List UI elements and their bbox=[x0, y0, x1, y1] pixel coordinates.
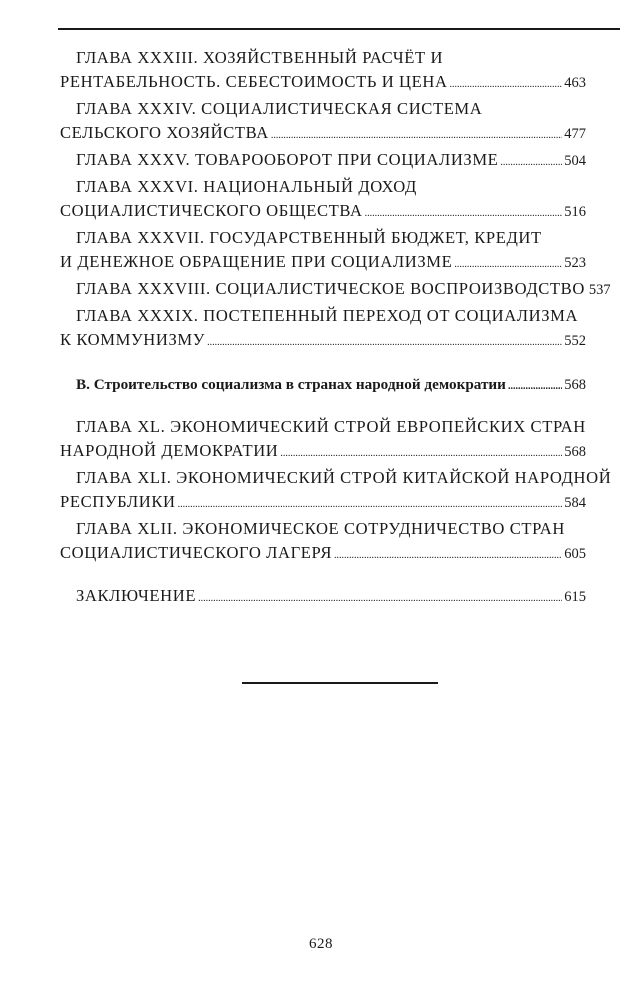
toc-entry-chapter-37[interactable] bbox=[60, 226, 586, 277]
entry-page-number: 463 bbox=[564, 75, 586, 91]
entry-page-number: 477 bbox=[564, 126, 586, 142]
entry-title-line: ГЛАВА XXXIV. СОЦИАЛИСТИЧЕСКАЯ СИСТЕМА bbox=[76, 99, 483, 118]
toc-entry-conclusion[interactable] bbox=[60, 584, 586, 611]
entry-page-number: 537 bbox=[588, 282, 611, 298]
entry-title-line: РЕСПУБЛИКИ bbox=[60, 492, 176, 511]
dot-leader bbox=[365, 202, 563, 226]
toc-entry-chapter-36[interactable] bbox=[60, 175, 586, 226]
entry-title-line: ГЛАВА XXXVI. НАЦИОНАЛЬНЫЙ ДОХОД bbox=[76, 177, 417, 196]
entry-title-line: СЕЛЬСКОГО ХОЗЯЙСТВА bbox=[60, 123, 269, 142]
toc-entry-chapter-42[interactable] bbox=[60, 517, 586, 568]
dot-leader bbox=[280, 442, 562, 466]
entry-title-line: РЕНТАБЕЛЬНОСТЬ. СЕБЕСТОИМОСТЬ И ЦЕНА bbox=[60, 72, 448, 91]
dot-leader bbox=[207, 331, 562, 355]
toc-entry-chapter-41[interactable] bbox=[60, 466, 612, 517]
top-rule bbox=[58, 28, 620, 30]
entry-page-number: 568 bbox=[564, 444, 586, 460]
entry-title-line: ГЛАВА XXXIII. ХОЗЯЙСТВЕННЫЙ РАСЧЁТ И bbox=[76, 48, 444, 67]
toc-entry-chapter-35[interactable] bbox=[60, 148, 586, 175]
entry-page-number: 516 bbox=[564, 204, 586, 220]
entry-title-line: ГЛАВА XL. ЭКОНОМИЧЕСКИЙ СТРОЙ ЕВРОПЕЙСКИХ СТРАН bbox=[76, 417, 586, 436]
dot-leader bbox=[500, 151, 562, 175]
entry-title-line: СОЦИАЛИСТИЧЕСКОГО ОБЩЕСТВА bbox=[60, 201, 363, 220]
entry-title-line: ЗАКЛЮЧЕНИЕ bbox=[76, 586, 197, 605]
entry-title-line: СОЦИАЛИСТИЧЕСКОГО ЛАГЕРЯ bbox=[60, 543, 332, 562]
entry-title-line: ГЛАВА XXXIX. ПОСТЕПЕННЫЙ ПЕРЕХОД ОТ СОЦИАЛИЗМА bbox=[76, 306, 579, 325]
toc-entry-chapter-40[interactable] bbox=[60, 415, 586, 466]
toc-entry-chapter-33[interactable] bbox=[60, 46, 586, 97]
dot-leader bbox=[334, 544, 562, 568]
entry-page-number: 523 bbox=[564, 255, 586, 271]
entry-page-number: 568 bbox=[564, 377, 586, 393]
table-of-contents bbox=[60, 46, 612, 611]
toc-entry-chapter-39[interactable] bbox=[60, 304, 586, 355]
page-number: 628 bbox=[309, 936, 333, 952]
entry-title-line: К КОММУНИЗМУ bbox=[60, 330, 206, 349]
toc-entry-chapter-34[interactable] bbox=[60, 97, 586, 148]
toc-entry-chapter-38[interactable] bbox=[60, 277, 611, 304]
end-rule bbox=[242, 682, 438, 684]
entry-title-line: И ДЕНЕЖНОЕ ОБРАЩЕНИЕ ПРИ СОЦИАЛИЗМЕ bbox=[60, 252, 453, 271]
entry-page-number: 584 bbox=[564, 495, 586, 511]
entry-title-line: ГЛАВА XXXVIII. СОЦИАЛИСТИЧЕСКОЕ ВОСПРОИЗВОДСТВО bbox=[76, 279, 585, 298]
toc-section-heading[interactable] bbox=[60, 373, 586, 399]
dot-leader bbox=[271, 124, 562, 148]
dot-leader bbox=[450, 73, 563, 97]
dot-leader bbox=[198, 587, 562, 611]
dot-leader bbox=[454, 253, 562, 277]
entry-title-line: НАРОДНОЙ ДЕМОКРАТИИ bbox=[60, 441, 279, 460]
dot-leader bbox=[508, 375, 562, 399]
entry-page-number: 552 bbox=[564, 333, 586, 349]
entry-page-number: 615 bbox=[564, 589, 586, 605]
entry-title-line: ГЛАВА XLII. ЭКОНОМИЧЕСКОЕ СОТРУДНИЧЕСТВО СТРАН bbox=[76, 519, 565, 538]
entry-page-number: 605 bbox=[564, 546, 586, 562]
entry-title-line: ГЛАВА XXXVII. ГОСУДАРСТВЕННЫЙ БЮДЖЕТ, КРЕДИТ bbox=[76, 228, 542, 247]
entry-title-line: ГЛАВА XXXV. ТОВАРООБОРОТ ПРИ СОЦИАЛИЗМЕ bbox=[76, 150, 499, 169]
section-title: В. Строительство социализма в странах народной демократии bbox=[76, 376, 506, 393]
entry-title-line: ГЛАВА XLI. ЭКОНОМИЧЕСКИЙ СТРОЙ КИТАЙСКОЙ НАРОДНОЙ bbox=[76, 468, 612, 487]
dot-leader bbox=[178, 493, 563, 517]
entry-page-number: 504 bbox=[564, 153, 586, 169]
